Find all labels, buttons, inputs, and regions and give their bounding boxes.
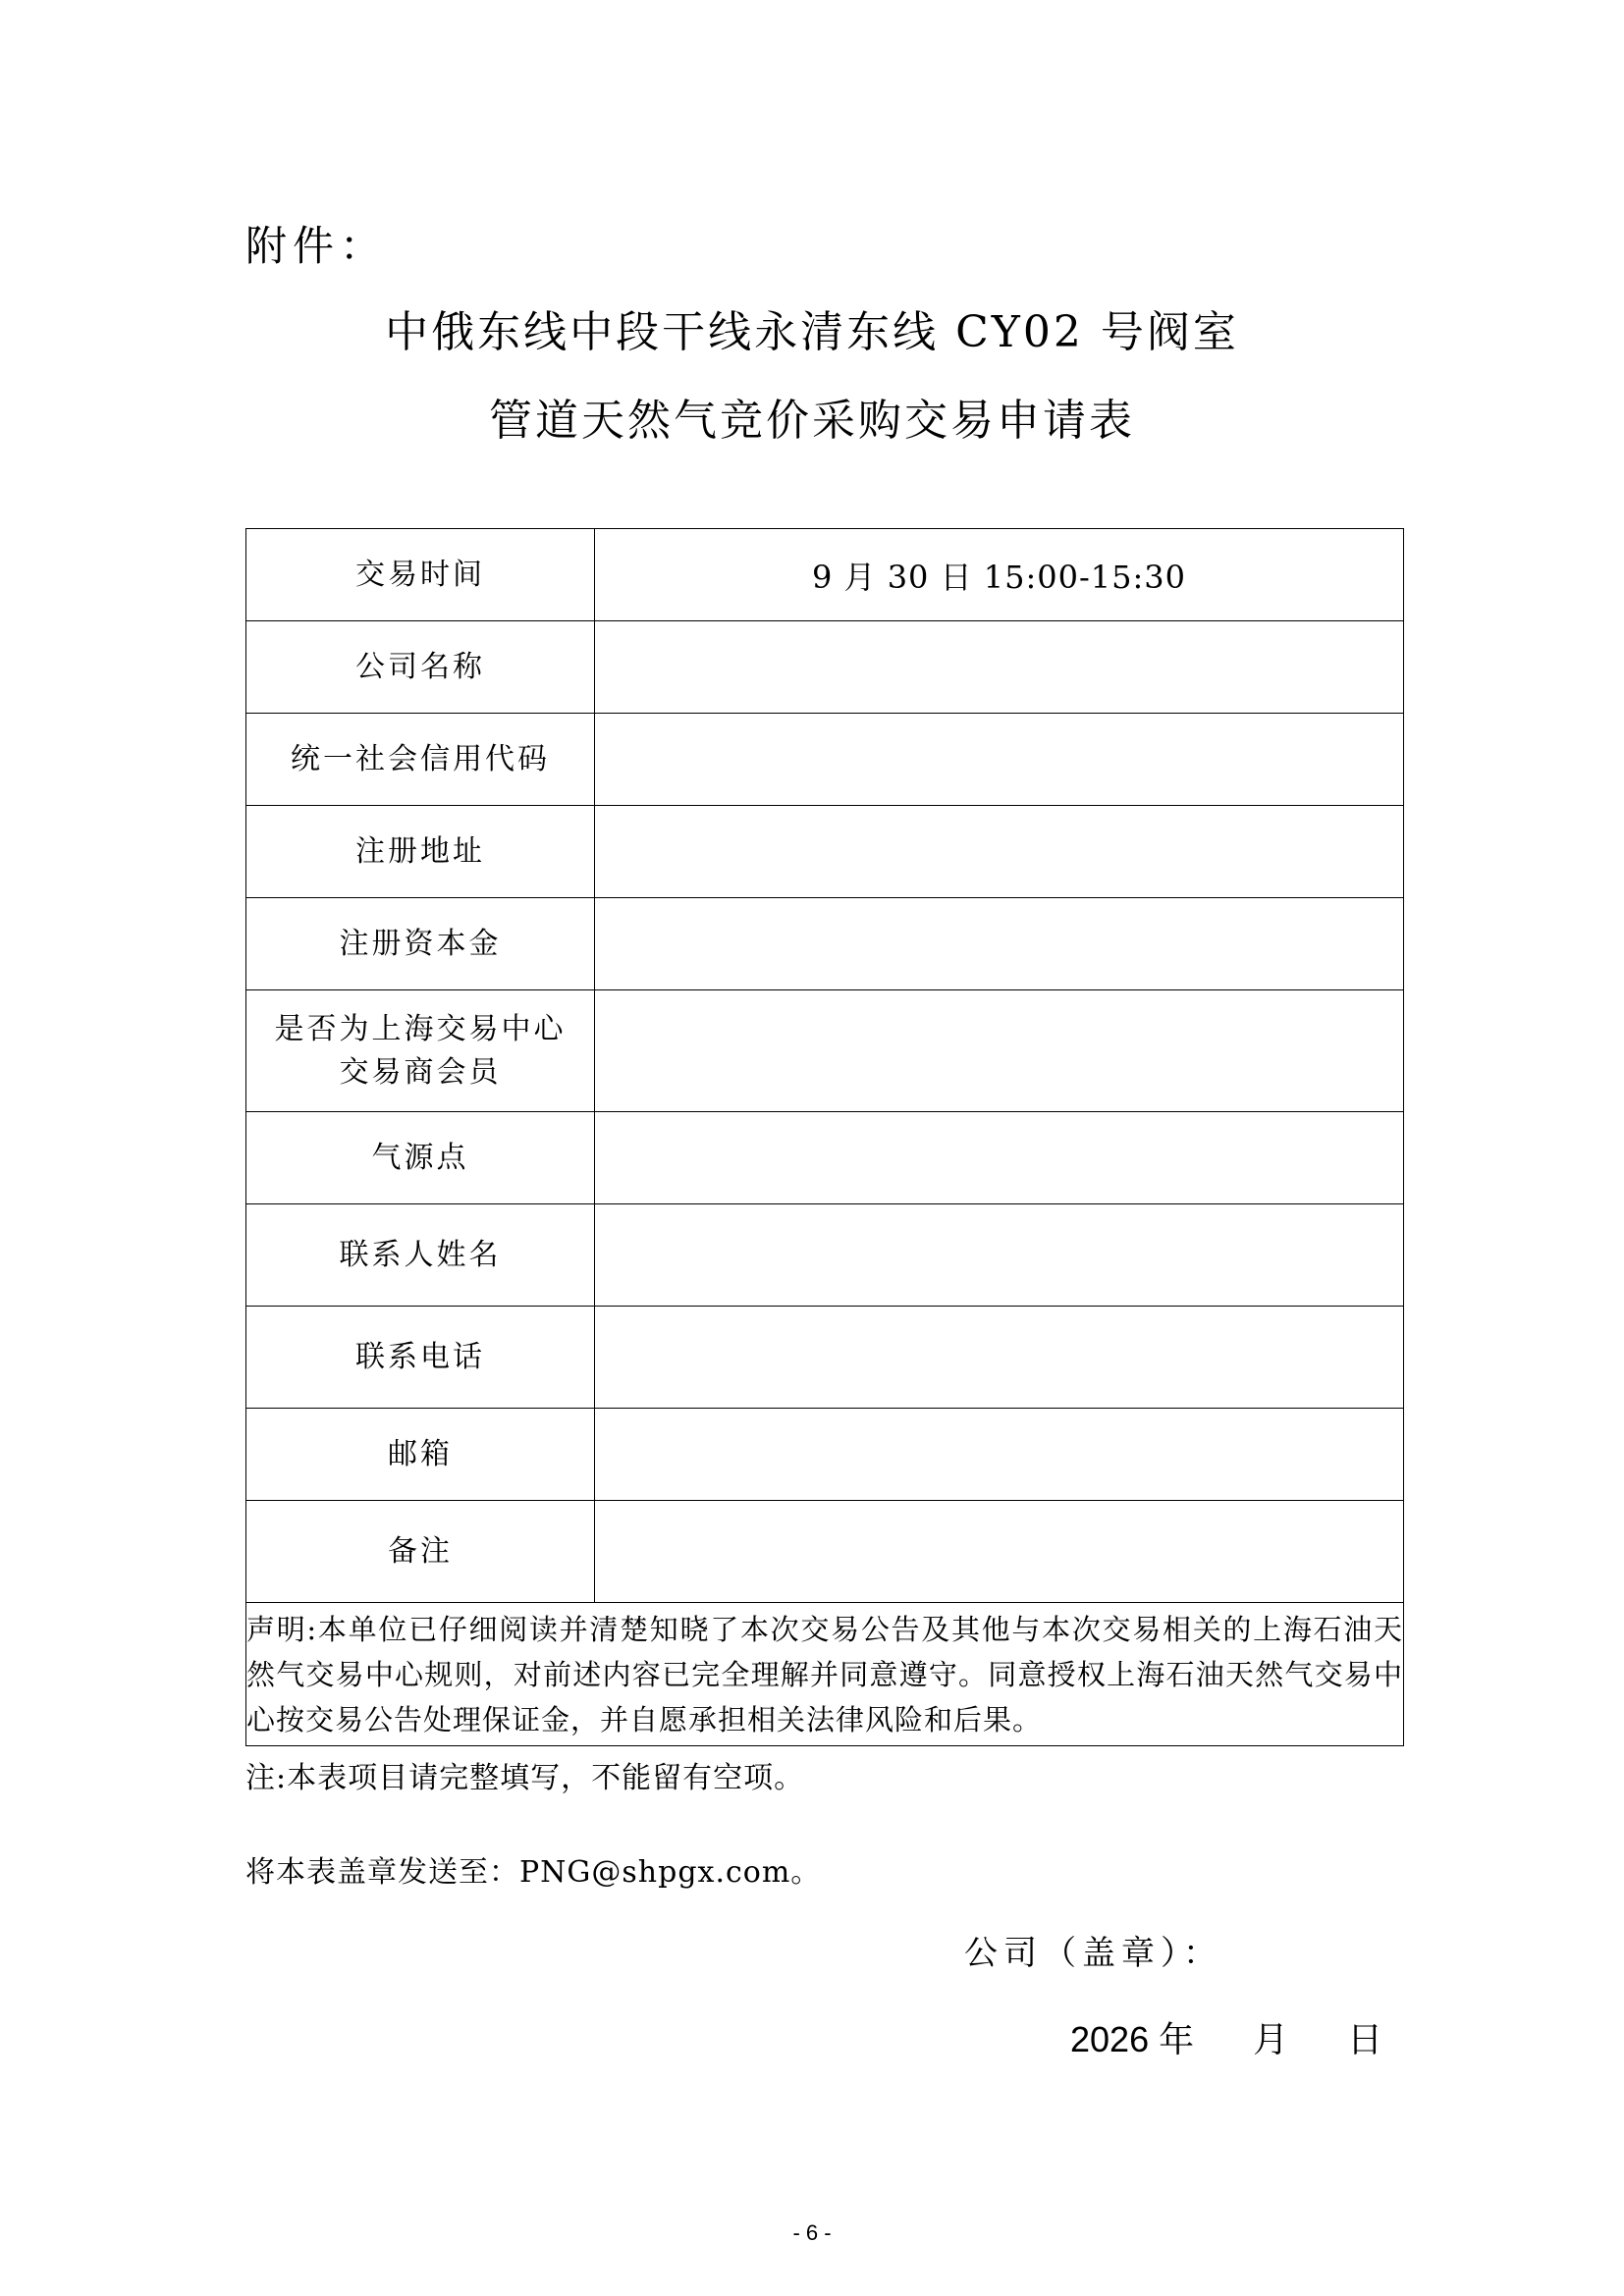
gas-source-field[interactable] (595, 1112, 1404, 1204)
company-seal-label: 公司（盖章）： (964, 1934, 1222, 1973)
fill-instruction-note: 注:本表项目请完整填写，不能留有空项。 (245, 1761, 805, 1795)
form-row-registered-address (246, 806, 1404, 898)
application-form-table (245, 528, 1404, 1746)
field-label: 注册资本金 (246, 898, 595, 990)
field-label: 交易时间 (246, 529, 595, 621)
field-label: 注册地址 (246, 806, 595, 898)
member-status-field[interactable] (595, 990, 1404, 1112)
attachment-label: 附件： (245, 222, 388, 270)
form-row-email (246, 1409, 1404, 1501)
field-label: 统一社会信用代码 (246, 714, 595, 806)
company-name-field[interactable] (595, 621, 1404, 714)
registered-capital-field[interactable] (595, 898, 1404, 990)
field-label: 气源点 (246, 1112, 595, 1204)
send-instruction-note: 将本表盖章发送至：PNG@shpgx.com。 (245, 1855, 822, 1890)
field-label: 邮箱 (246, 1409, 595, 1501)
remarks-field[interactable] (595, 1501, 1404, 1603)
field-label: 联系电话 (246, 1307, 595, 1409)
form-row-gas-source (246, 1112, 1404, 1204)
credit-code-field[interactable] (595, 714, 1404, 806)
field-label: 公司名称 (246, 621, 595, 714)
form-row-company-name (246, 621, 1404, 714)
field-label: 备注 (246, 1501, 595, 1603)
document-title-line-1: 中俄东线中段干线永清东线 CY02 号阀室 (385, 307, 1239, 357)
field-label (246, 990, 595, 1112)
form-row-remarks (246, 1501, 1404, 1603)
declaration-text: 声明:本单位已仔细阅读并清楚知晓了本次交易公告及其他与本次交易相关的上海石油天然气交易中心规则，对前述内容已完全理解并同意遵守。同意授权上海石油天然气交易中心按交易公告处理保证金，并自愿承担相关法律风险和后果。 (246, 1603, 1404, 1746)
contact-phone-field[interactable] (595, 1307, 1404, 1409)
page-number: - 6 - (792, 2220, 832, 2245)
contact-name-field[interactable] (595, 1204, 1404, 1307)
form-row-member-status (246, 990, 1404, 1112)
form-row-contact-phone (246, 1307, 1404, 1409)
document-title-line-2: 管道天然气竞价采购交易申请表 (489, 396, 1135, 446)
form-row-contact-name (246, 1204, 1404, 1307)
field-label-line-1: 是否为上海交易中心 (274, 1011, 567, 1046)
email-field[interactable] (595, 1409, 1404, 1501)
registered-address-field[interactable] (595, 806, 1404, 898)
trade-time-value: 9 月 30 日 15:00-15:30 (595, 529, 1404, 621)
form-row-trade-time (246, 529, 1404, 621)
form-row-declaration (246, 1603, 1404, 1746)
signature-date-line: 2026 年 月 日 (1070, 2019, 1383, 2059)
form-row-registered-capital (246, 898, 1404, 990)
field-label-line-2: 交易商会员 (339, 1054, 502, 1090)
form-row-credit-code (246, 714, 1404, 806)
field-label: 联系人姓名 (246, 1204, 595, 1307)
